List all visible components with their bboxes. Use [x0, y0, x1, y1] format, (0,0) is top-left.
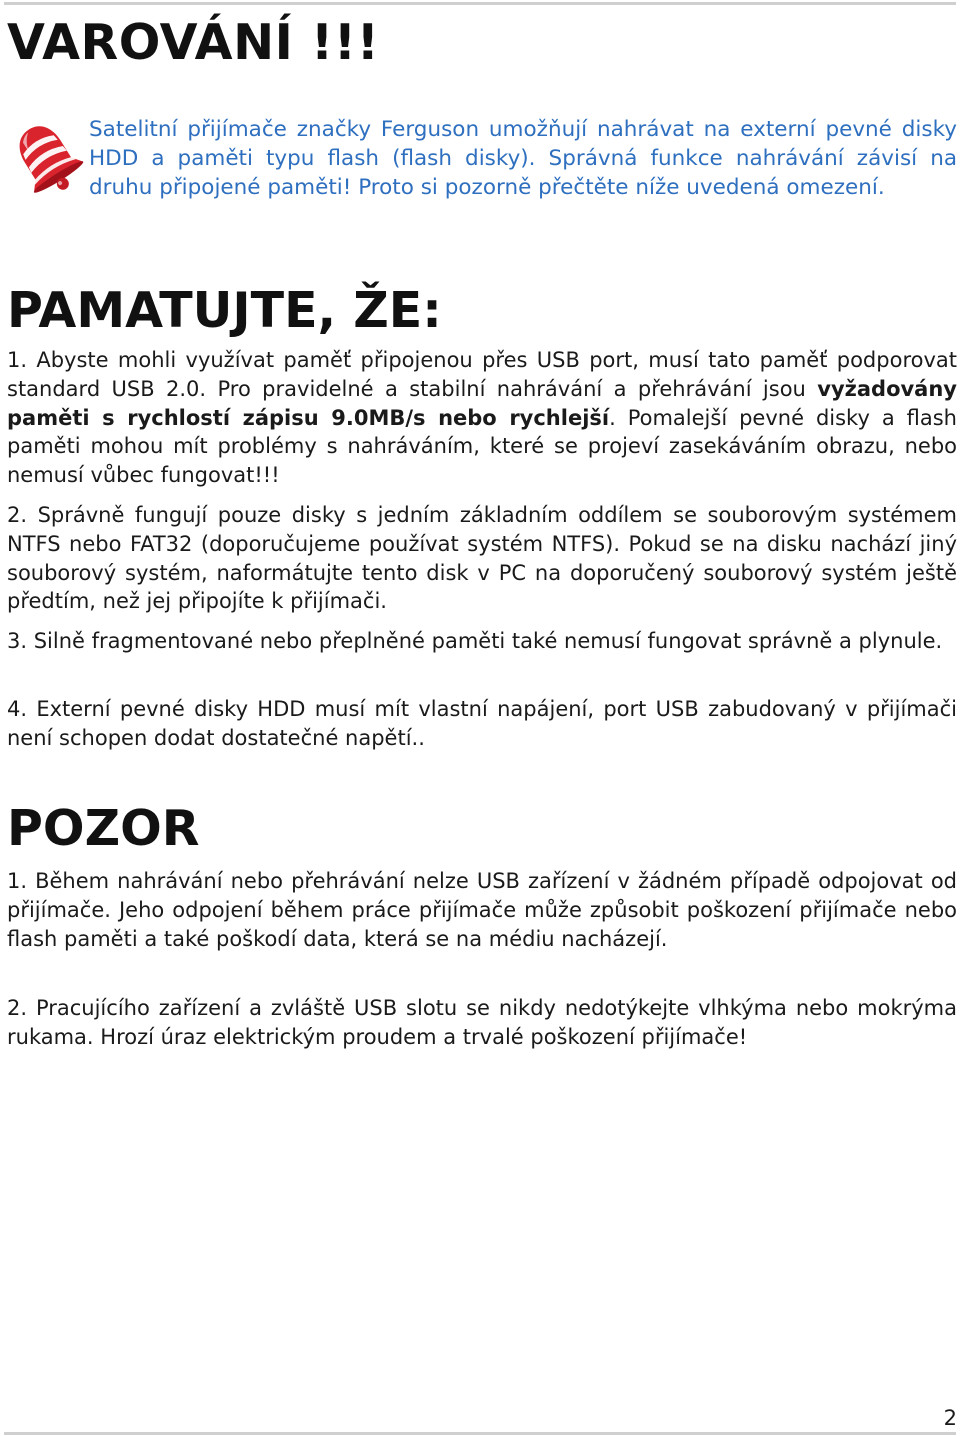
- remember-item-1-emphasis: vyžadovány paměti s rychlostí zápisu 9.0MB/s nebo rychlejší: [7, 376, 957, 430]
- remember-item-1-text: 1. Abyste mohli využívat paměť připojenou přes USB port, musí tato paměť podporovat standard USB 2.0. Pro pravidelné a stabilní nahrávání a přehrávání jsou: [7, 348, 957, 401]
- remember-item-3: 3. Silně fragmentované nebo přeplněné paměti také nemusí fungovat správně a plynule.: [7, 629, 943, 653]
- caution-item-2: 2. Pracujícího zařízení a zvláště USB slotu se nikdy nedotýkejte vlhkýma nebo mokrýma rukama. Hrozí úraz elektrickým proudem a trvalé poškození přijímače!: [7, 996, 957, 1049]
- page-number: 2: [943, 1406, 957, 1430]
- caution-item-1: 1. Během nahrávání nebo přehrávání nelze USB zařízení v žádném případě odpojovat od přijímače. Jeho odpojení během práce přijímače může způsobit poškození přijímače nebo flash paměti a také poškodí data, která se na médiu nacházejí.: [7, 869, 957, 951]
- top-divider: [4, 2, 956, 5]
- page-title: VAROVÁNÍ !!!: [7, 14, 380, 71]
- bottom-divider: [4, 1432, 956, 1435]
- remember-item-2: 2. Správně fungují pouze disky s jedním základním oddílem se souborovým systémem NTFS nebo FAT32 (doporučujeme používat systém NTFS). Pokud se na disku nachází jiný souborový systém, naformátujte tento disk v PC na doporučený souborový systém ještě předtím, než jej připojíte k přijímači.: [7, 503, 957, 614]
- caution-heading: POZOR: [7, 800, 200, 857]
- remember-item-4: 4. Externí pevné disky HDD musí mít vlastní napájení, port USB zabudovaný v přijímači není schopen dodat dostatečné napětí..: [7, 697, 957, 750]
- remember-item-1: [7, 346, 957, 490]
- bell-icon: [10, 118, 86, 200]
- remember-heading: PAMATUJTE, ŽE:: [7, 282, 442, 339]
- intro-text: Satelitní přijímače značky Ferguson umožňují nahrávat na externí pevné disky HDD a paměti typu flash (flash disky). Správná funkce nahrávání závisí na druhu připojené paměti! Proto si pozorně přečtěte níže uvedená omezení.: [89, 117, 957, 200]
- remember-item-1-text-end: . Pomalejší pevné disky a flash paměti mohou mít problémy s nahráváním, které se projeví zasekáváním obrazu, nebo nemusí vůbec fungovat!!!: [7, 405, 957, 488]
